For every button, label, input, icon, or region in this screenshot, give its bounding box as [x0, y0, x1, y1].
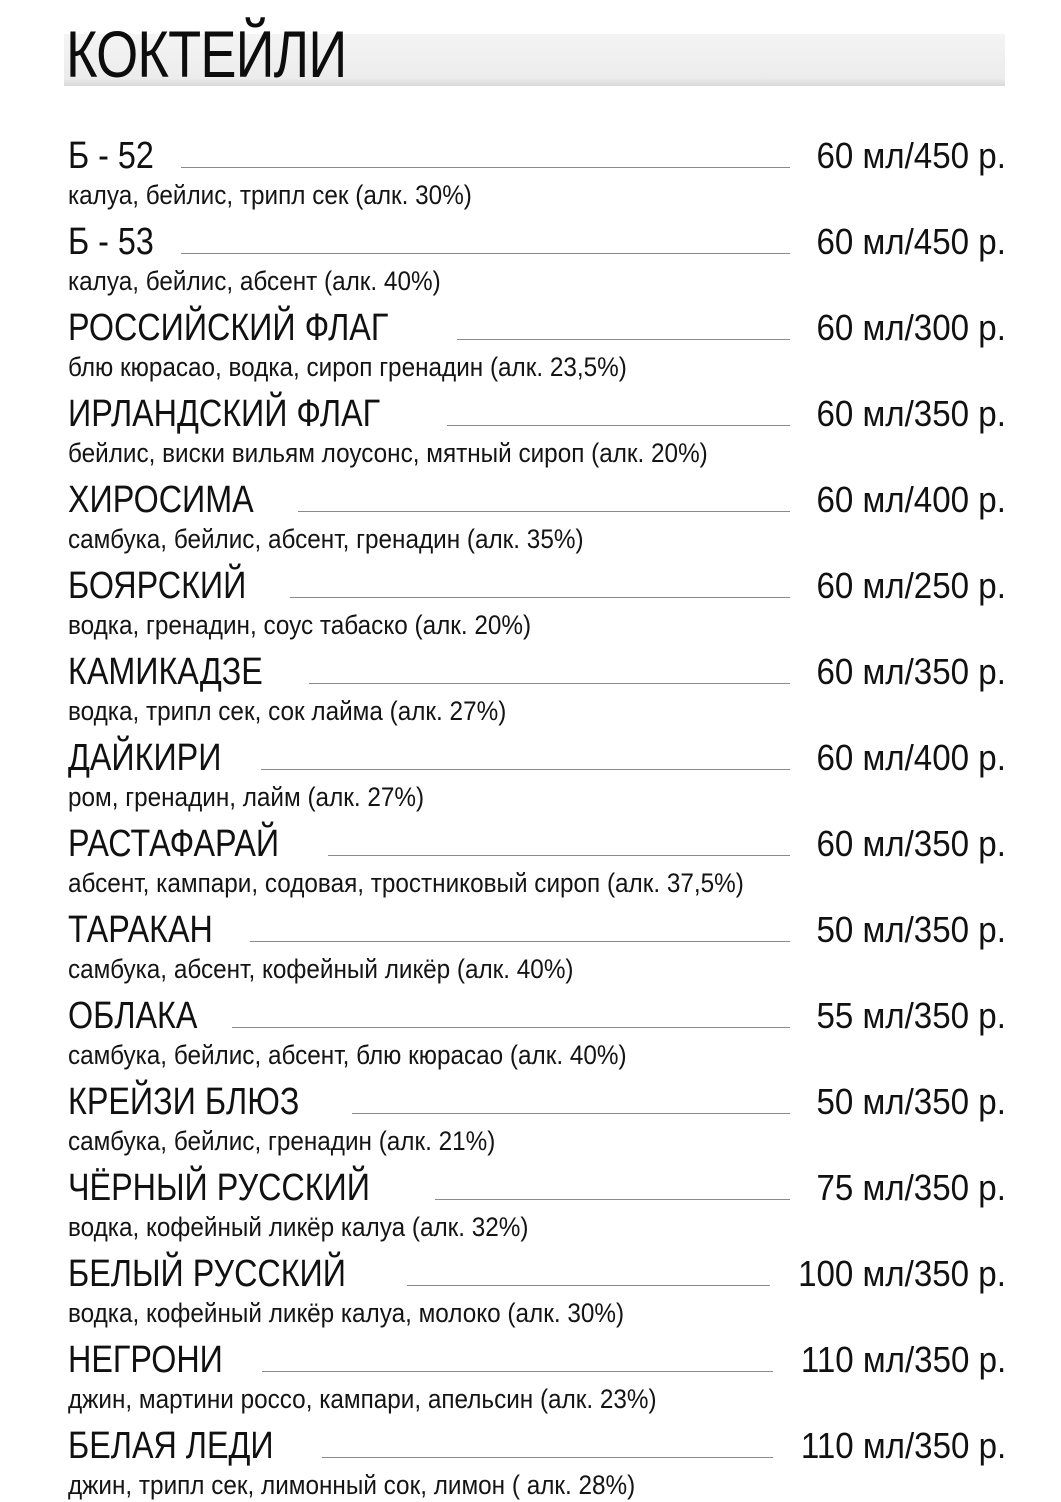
menu-item-name-wrap [68, 1252, 395, 1296]
page-title: КОКТЕЙЛИ [66, 17, 347, 91]
menu-item-price: 75 мл/350 р. [816, 1167, 1006, 1208]
menu-item-row [68, 1330, 1006, 1382]
dotted-leader-line [290, 596, 790, 598]
dotted-leader-line [298, 510, 790, 512]
menu-item-name-wrap [68, 1338, 250, 1382]
menu-item [68, 470, 1006, 556]
menu-item-row [68, 1244, 1006, 1296]
menu-item [68, 126, 1006, 212]
menu-item-name: ДАЙКИРИ [68, 737, 222, 779]
menu-item-row [68, 1072, 1006, 1124]
menu-item-name: КРЕЙЗИ БЛЮЗ [68, 1081, 300, 1123]
menu-item-price: 60 мл/400 р. [816, 737, 1006, 778]
dotted-leader-line [181, 252, 790, 254]
menu-item-price: 55 мл/350 р. [816, 995, 1006, 1036]
menu-item-row [68, 556, 1006, 608]
menu-item-name-wrap [68, 650, 297, 694]
menu-item-ingredients: самбука, абсент, кофейный ликёр (алк. 40%) [68, 954, 574, 984]
menu-item-name: РОССИЙСКИЙ ФЛАГ [68, 307, 389, 349]
menu-item-price: 50 мл/350 р. [816, 1081, 1006, 1122]
menu-item-price: 60 мл/450 р. [816, 221, 1006, 262]
menu-item-price: 110 мл/350 р. [800, 1339, 1006, 1380]
dotted-leader-line [309, 682, 790, 684]
menu-item [68, 814, 1006, 900]
menu-item [68, 642, 1006, 728]
menu-item-name-wrap [68, 392, 435, 436]
menu-item-name: БЕЛАЯ ЛЕДИ [68, 1425, 274, 1467]
menu-item-ingredients: джин, мартини россо, кампари, апельсин (алк. 23%) [68, 1384, 657, 1414]
menu-item-ingredients: самбука, бейлис, абсент, гренадин (алк. 35%) [68, 524, 584, 554]
menu-item-name-wrap [68, 736, 249, 780]
menu-item-row [68, 384, 1006, 436]
dotted-leader-line [407, 1284, 770, 1286]
menu-item-name: ИРЛАНДСКИЙ ФЛАГ [68, 393, 381, 435]
menu-item-name: РАСТАФАРАЙ [68, 823, 280, 865]
menu-item-row [68, 728, 1006, 780]
menu-item-name-wrap [68, 1080, 340, 1124]
menu-item-price: 60 мл/350 р. [816, 651, 1006, 692]
menu-item-name: БОЯРСКИЙ [68, 565, 247, 607]
menu-item [68, 728, 1006, 814]
dotted-leader-line [262, 1370, 773, 1372]
menu-item-ingredients: водка, кофейный ликёр калуа, молоко (алк. 30%) [68, 1298, 625, 1328]
menu-item-row [68, 1416, 1006, 1468]
menu-item [68, 900, 1006, 986]
menu-item-row [68, 470, 1006, 522]
menu-item-price: 60 мл/450 р. [816, 135, 1006, 176]
menu-item-name: НЕГРОНИ [68, 1339, 223, 1381]
dotted-leader-line [181, 166, 790, 168]
menu-item-name-wrap [68, 564, 278, 608]
menu-item-ingredients: водка, гренадин, соус табаско (алк. 20%) [68, 610, 532, 640]
menu-item-price: 110 мл/350 р. [800, 1425, 1006, 1466]
menu-item-name: ТАРАКАН [68, 909, 213, 951]
menu-item-ingredients: калуа, бейлис, трипл сек (алк. 30%) [68, 180, 472, 210]
menu-item-price: 50 мл/350 р. [816, 909, 1006, 950]
menu-item-name-wrap [68, 478, 286, 522]
menu-item-row [68, 212, 1006, 264]
menu-item [68, 986, 1006, 1072]
menu-item-ingredients: джин, трипл сек, лимонный сок, лимон ( алк. 28%) [68, 1470, 636, 1500]
menu-item-price: 60 мл/300 р. [816, 307, 1006, 348]
dotted-leader-line [447, 424, 790, 426]
menu-item-ingredients: бейлис, виски вильям лоусонс, мятный сироп (алк. 20%) [68, 438, 708, 468]
menu-item [68, 298, 1006, 384]
dotted-leader-line [352, 1112, 790, 1114]
menu-item-ingredients: блю кюрасао, водка, сироп гренадин (алк. 23,5%) [68, 352, 627, 382]
menu-item-ingredients: водка, кофейный ликёр калуа (алк. 32%) [68, 1212, 529, 1242]
menu-item-row [68, 642, 1006, 694]
menu-item-row [68, 900, 1006, 952]
dotted-leader-line [435, 1198, 790, 1200]
menu-item-price: 60 мл/350 р. [816, 823, 1006, 864]
dotted-leader-line [261, 768, 791, 770]
menu-item-name: БЕЛЫЙ РУССКИЙ [68, 1253, 346, 1295]
menu-item-price: 60 мл/250 р. [816, 565, 1006, 606]
menu-item-name: ХИРОСИМА [68, 479, 254, 521]
menu-item-ingredients: калуа, бейлис, абсент (алк. 40%) [68, 266, 441, 296]
menu-item-ingredients: водка, трипл сек, сок лайма (алк. 27%) [68, 696, 507, 726]
dotted-leader-line [322, 1456, 773, 1458]
cocktail-menu [68, 126, 1006, 1502]
menu-item-name-wrap [68, 908, 238, 952]
menu-item [68, 212, 1006, 298]
menu-item-ingredients: самбука, бейлис, гренадин (алк. 21%) [68, 1126, 496, 1156]
menu-item-row [68, 298, 1006, 350]
menu-item-name: ОБЛАКА [68, 995, 198, 1037]
menu-item-ingredients: ром, гренадин, лайм (алк. 27%) [68, 782, 425, 812]
menu-item-name-wrap [68, 134, 169, 178]
menu-item-name: ЧЁРНЫЙ РУССКИЙ [68, 1167, 371, 1209]
menu-item-ingredients: самбука, бейлис, абсент, блю кюрасао (алк. 40%) [68, 1040, 627, 1070]
menu-item-name-wrap [68, 1424, 310, 1468]
dotted-leader-line [457, 338, 790, 340]
menu-item-row [68, 814, 1006, 866]
menu-item [68, 1416, 1006, 1502]
menu-item [68, 1072, 1006, 1158]
menu-item-row [68, 1158, 1006, 1210]
menu-item-name: Б - 52 [68, 135, 154, 177]
menu-item-name-wrap [68, 220, 169, 264]
menu-item-price: 60 мл/400 р. [816, 479, 1006, 520]
menu-item-name-wrap [68, 306, 445, 350]
menu-item-name-wrap [68, 1166, 423, 1210]
dotted-leader-line [250, 940, 790, 942]
dotted-leader-line [328, 854, 790, 856]
menu-item-ingredients: абсент, кампари, содовая, тростниковый сироп (алк. 37,5%) [68, 868, 744, 898]
menu-item-row [68, 126, 1006, 178]
menu-item-name: КАМИКАДЗЕ [68, 651, 263, 693]
menu-item-price: 100 мл/350 р. [798, 1253, 1006, 1294]
menu-item-name-wrap [68, 994, 220, 1038]
dotted-leader-line [232, 1026, 790, 1028]
menu-item-row [68, 986, 1006, 1038]
menu-item-name: Б - 53 [68, 221, 154, 263]
menu-item [68, 1330, 1006, 1416]
menu-item [68, 1244, 1006, 1330]
menu-item-price: 60 мл/350 р. [816, 393, 1006, 434]
menu-item-name-wrap [68, 822, 316, 866]
menu-item [68, 556, 1006, 642]
menu-item [68, 1158, 1006, 1244]
menu-item [68, 384, 1006, 470]
